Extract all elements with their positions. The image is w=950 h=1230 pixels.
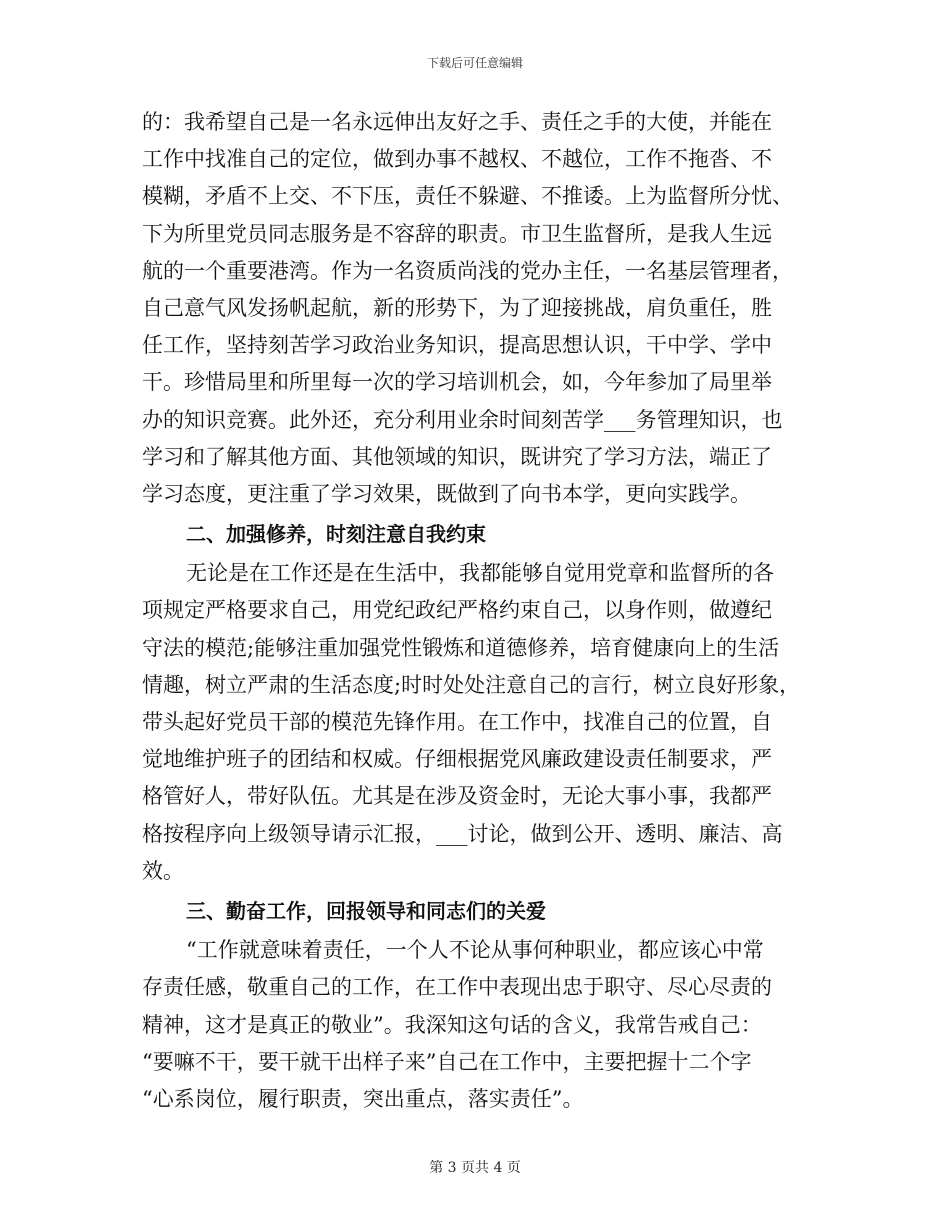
page-header: 下载后可任意编辑 [426, 56, 523, 70]
page-footer: 第 3 页共 4 页 [429, 1160, 521, 1176]
text-line: “工作就意味着责任，一个人不论从事何种职业，都应该心中常 [186, 938, 764, 963]
text-line: 带头起好党员干部的模范先锋作用。在工作中，找准自己的位置，自 [142, 710, 772, 734]
text-line: 学习和了解其他方面、其他领域的知识，既讲究了学习方法，端正了 [142, 444, 772, 469]
text-line: 任工作，坚持刻苦学习政治业务知识，提高思想认识，干中学、学中 [142, 333, 772, 358]
text-line: 模糊，矛盾不上交、不下压，责任不躲避、不推诿。上为监督所分忧、 [142, 184, 793, 209]
paragraph-section-2 [142, 555, 818, 890]
text-line: 下为所里党员同志服务是不容辞的职责。市卫生监督所，是我人生远 [142, 221, 772, 246]
text-line: 干。珍惜局里和所里每一次的学习培训机会，如，今年参加了局里举 [142, 370, 772, 395]
text-line: 学习态度，更注重了学习效果，既做到了向书本学，更向实践学。 [142, 481, 751, 506]
text-line: 情趣，树立严肃的生活态度;时时处处注意自己的言行，树立良好形象， [142, 672, 801, 697]
section-heading: 三、勤奋工作，回报领导和同志们的关爱 [186, 898, 546, 923]
text-line: “要嘛不干，要干就干出样子来”自己在工作中，主要把握十二个字 [142, 1049, 752, 1074]
text-line: 工作中找准自己的定位，做到办事不越权、不越位，工作不拖沓、不 [142, 147, 772, 172]
text-line: 项规定严格要求自己，用党纪政纪严格约束自己，以身作则，做遵纪 [142, 598, 772, 623]
text-line: 觉地维护班子的团结和权威。仔细根据党风廉政建设责任制要求，严 [142, 747, 772, 772]
text-line: 格按程序向上级领导请示汇报，___讨论，做到公开、透明、廉洁、高 [142, 821, 783, 846]
text-line: 格管好人，带好队伍。尤其是在涉及资金时，无论大事小事，我都严 [142, 784, 772, 809]
text-line: 航的一个重要港湾。作为一名资质尚浅的党办主任，一名基层管理者， [142, 258, 793, 283]
text-line: 办的知识竞赛。此外还，充分利用业余时间刻苦学___务管理知识，也 [142, 407, 783, 432]
text-line: 无论是在工作还是在生活中，我都能够自觉用党章和监督所的各 [186, 561, 774, 586]
text-line: 效。 [142, 858, 184, 883]
paragraph-continued [142, 104, 818, 513]
text-line: 精神，这才是真正的敬业”。我深知这句话的含义，我常告戒自己： [142, 1012, 762, 1037]
section-heading: 二、加强修养，时刻注意自我约束 [186, 522, 486, 547]
text-line: 存责任感，敬重自己的工作，在工作中表现出忠于职守、尽心尽责的 [142, 975, 772, 1000]
text-line: 自己意气风发扬帆起航，新的形势下，为了迎接挑战，肩负重任，胜 [142, 295, 772, 320]
text-line: 的：我希望自己是一名永远伸出友好之手、责任之手的大使，并能在 [142, 110, 772, 134]
text-line: “心系岗位，履行职责，突出重点，落实责任”。 [142, 1086, 584, 1111]
paragraph-section-3 [142, 932, 818, 1118]
text-line: 守法的模范;能够注重加强党性锻炼和道德修养，培育健康向上的生活 [142, 635, 780, 660]
document-body [142, 104, 818, 1118]
